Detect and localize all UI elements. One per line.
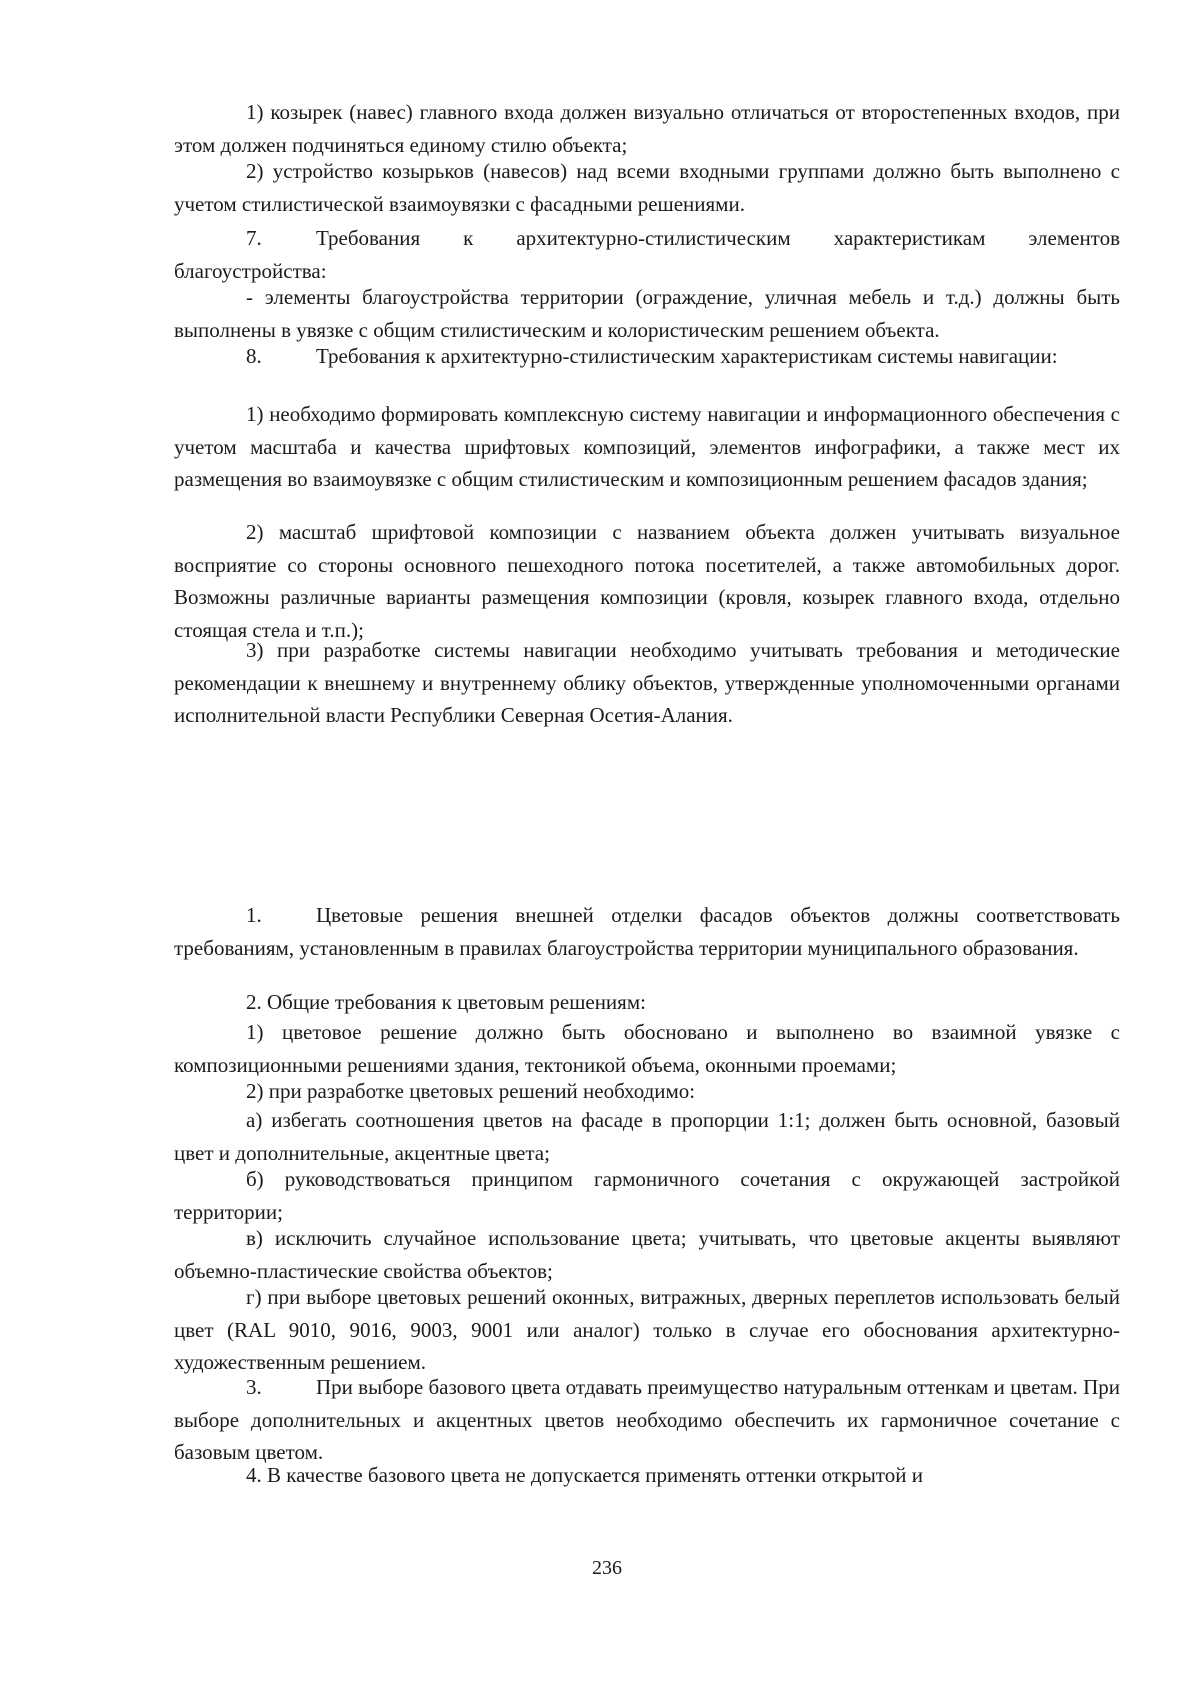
paragraph-navigation-requirements: 3) при разработке системы навигации необходимо учитывать требования и методические рекомендации к внешнему и внутреннему облику объектов, утвержденные уполномоченными органами исполнительной власти Республики Северная Осетия-Алания. — [174, 638, 1120, 727]
paragraph-landscaping-elements: - элементы благоустройства территории (ограждение, уличная мебель и т.д.) должны быть выполнены в увязке с общим стилистическим и колористическим решением объекта. — [174, 285, 1120, 342]
paragraph-item-7 — [174, 222, 1120, 287]
paragraph-general-requirements: 2. Общие требования к цветовым решениям: — [246, 990, 646, 1014]
item-number: 8. — [246, 344, 262, 368]
paragraph-subitem-b: б) руководствоваться принципом гармоничного сочетания с окружающей застройкой территории; — [174, 1167, 1120, 1224]
paragraph-navigation-system: 1) необходимо формировать комплексную систему навигации и информационного обеспечения с учетом масштаба и качества шрифтовых композиций, элементов инфографики, а также мест их размещения во взаимоувязке с общим стилистическим и композиционным решением фасадов здания; — [174, 402, 1120, 491]
item-number: 3. — [246, 1375, 262, 1399]
paragraph-canopy-main-entrance: 1) козырек (навес) главного входа должен визуально отличаться от второстепенных входов, при этом должен подчиняться единому стилю объекта; — [174, 100, 1120, 157]
paragraph-font-composition: 2) масштаб шрифтовой композиции с названием объекта должен учитывать визуальное восприятие со стороны основного пешеходного потока посетителей, а также автомобильных дорог. Возможны различные варианты размещения композиции (кровля, козырек главного входа, отдельно стоящая стела и т.п.); — [174, 520, 1120, 642]
paragraph-subitem-g: г) при выборе цветовых решений оконных, витражных, дверных переплетов использовать белый цвет (RAL 9010, 9016, 9003, 9001 или аналог) только в случае его обоснования архитектурно-художественным решением. — [174, 1285, 1120, 1374]
article-heading — [158, 810, 1120, 843]
item-number: 7. — [246, 226, 262, 250]
paragraph-color-development: 2) при разработке цветовых решений необходимо: — [246, 1079, 696, 1103]
paragraph-canopy-all-entrances: 2) устройство козырьков (навесов) над всеми входными группами должно быть выполнено с учетом стилистической взаимоувязки с фасадными решениями. — [174, 159, 1120, 216]
paragraph-subitem-v: в) исключить случайное использование цвета; учитывать, что цветовые акценты выявляют объемно-пластические свойства объектов; — [174, 1226, 1120, 1283]
paragraph-item-4: 4. В качестве базового цвета не допускается применять оттенки открытой и — [246, 1463, 923, 1487]
paragraph-item-8 — [174, 340, 1120, 373]
paragraph-text: При выборе базового цвета отдавать преимущество натуральным оттенкам и цветам. При выборе дополнительных и акцентных цветов необходимо обеспечить их гармоничное сочетание с базовым цветом. — [174, 1375, 1120, 1464]
paragraph-subitem-a: а) избегать соотношения цветов на фасаде в пропорции 1:1; должен быть основной, базовый цвет и дополнительные, акцентные цвета; — [174, 1108, 1120, 1165]
item-number: 1. — [246, 903, 262, 927]
paragraph-text: Требования к архитектурно-стилистическим характеристикам системы навигации: — [316, 344, 1058, 368]
paragraph-text: Требования к архитектурно-стилистическим характеристикам элементов благоустройства: — [174, 226, 1120, 283]
paragraph-color-solution: 1) цветовое решение должно быть обосновано и выполнено во взаимной увязке с композиционными решениями здания, тектоникой объема, оконными проемами; — [174, 1020, 1120, 1077]
paragraph-text: Цветовые решения внешней отделки фасадов объектов должны соответствовать требованиям, установленным в правилах благоустройства территории муниципального образования. — [174, 903, 1120, 960]
paragraph-item-3 — [174, 1371, 1120, 1469]
page-number: 236 — [592, 1557, 622, 1579]
paragraph-item-1 — [174, 899, 1120, 964]
